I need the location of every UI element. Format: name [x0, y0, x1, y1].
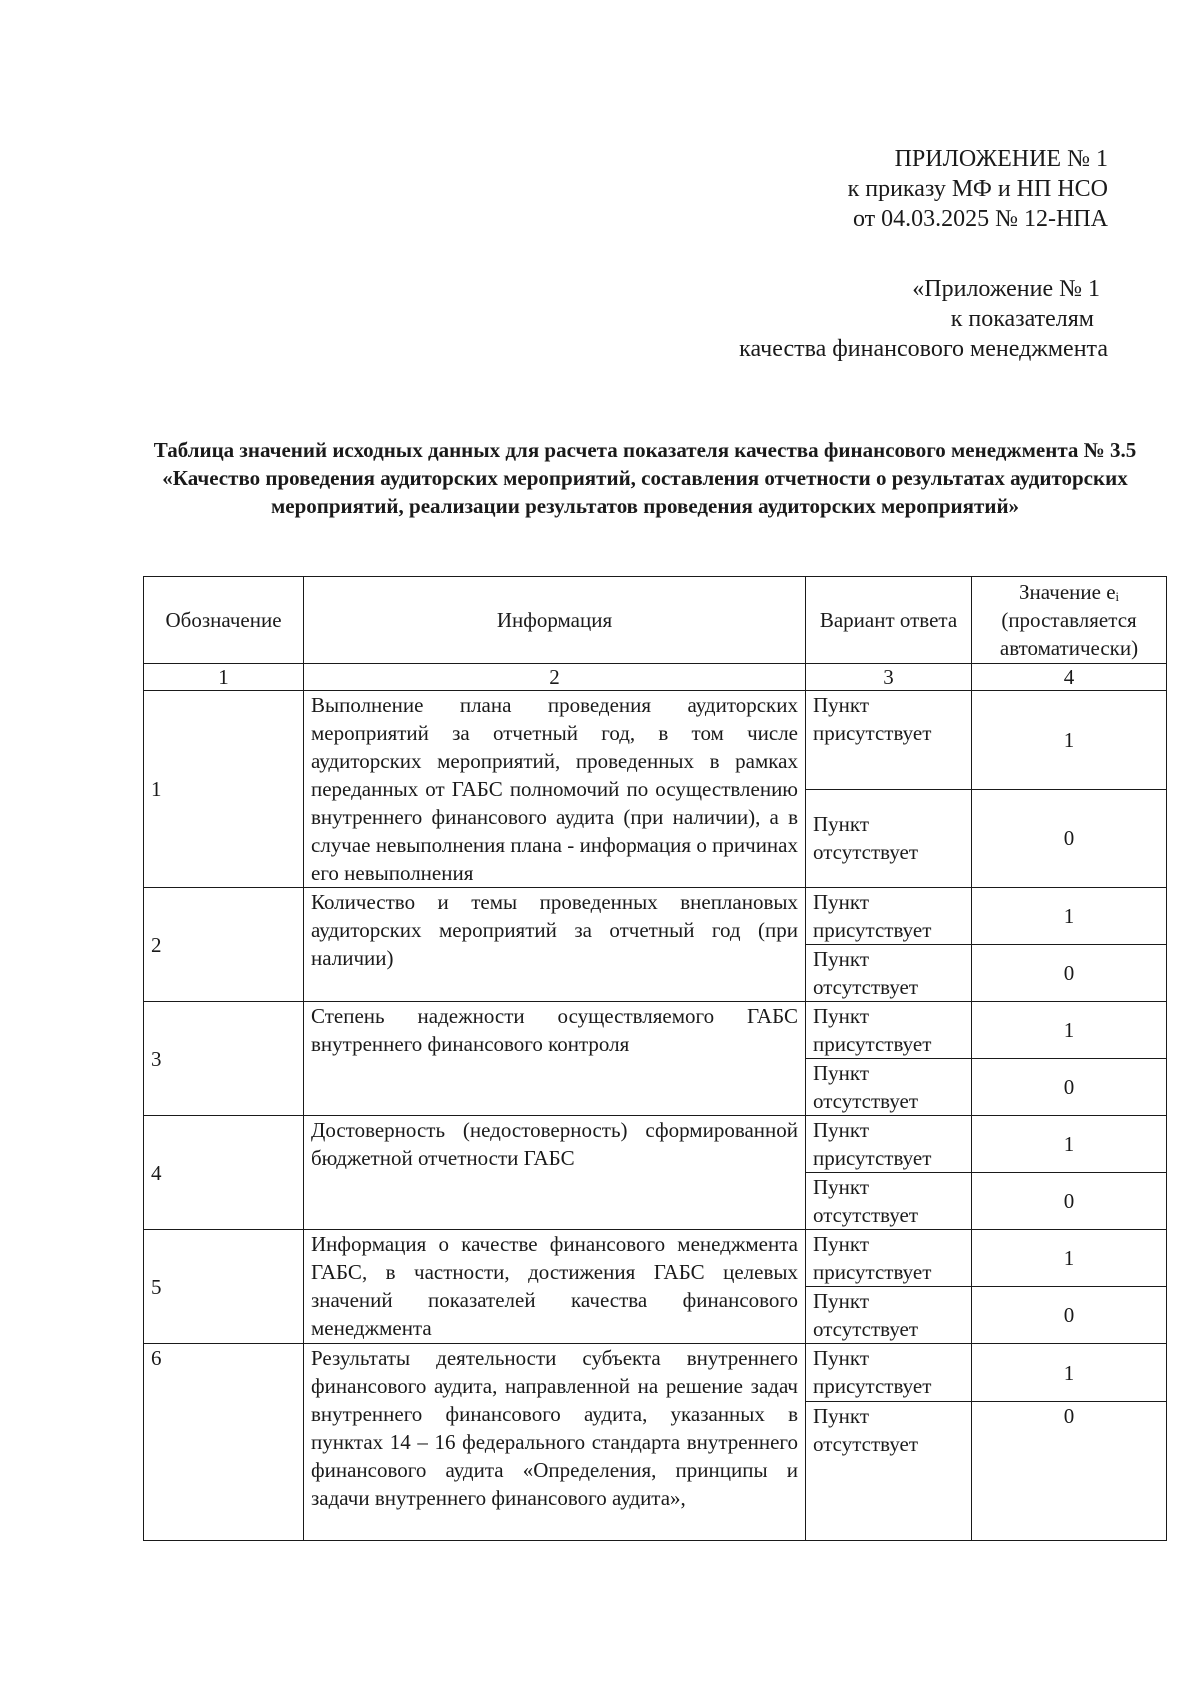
- row-information: Степень надежности осуществляемого ГАБС внутреннего финансового контроля: [304, 1002, 806, 1116]
- answer-absent: Пункт отсутствует: [806, 789, 972, 888]
- value-present: 1: [972, 1344, 1167, 1402]
- appendix-subheader-line-3: качества финансового менеджмента: [739, 336, 1108, 362]
- appendix-header-line-2: к приказу МФ и НП НСО: [847, 176, 1108, 202]
- column-header-designation: Обозначение: [144, 577, 304, 664]
- table-header-row: [144, 577, 1167, 664]
- value-absent: 0: [972, 1059, 1167, 1116]
- value-absent: 0: [972, 1402, 1167, 1541]
- answer-absent: Пункт отсутствует: [806, 1287, 972, 1344]
- source-data-table: [143, 576, 1167, 1541]
- answer-absent: Пункт отсутствует: [806, 1402, 972, 1541]
- value-present: 1: [972, 888, 1167, 945]
- row-designation: 2: [144, 888, 304, 1002]
- table-row: [144, 1002, 1167, 1059]
- answer-present: Пункт присутствует: [806, 888, 972, 945]
- value-absent: 0: [972, 789, 1167, 888]
- table-row: [144, 888, 1167, 945]
- value-present: 1: [972, 1116, 1167, 1173]
- row-information-text: Результаты деятельности субъекта внутреннего финансового аудита, направленной на решение задач внутреннего финансового аудита, указанных в пунктах 14 – 16 федерального стандарта внутреннего финансового аудита «Определения, принципы и задачи внутреннего финансового аудита»,: [311, 1346, 798, 1510]
- value-present: 1: [972, 691, 1167, 790]
- appendix-header-line-1: ПРИЛОЖЕНИЕ № 1: [894, 146, 1108, 172]
- column-header-information: Информация: [304, 577, 806, 664]
- column-number: 4: [972, 664, 1167, 691]
- column-header-answer-option: Вариант ответа: [806, 577, 972, 664]
- column-header-value: Значение eᵢ (проставляется автоматически): [972, 577, 1167, 664]
- answer-present: Пункт присутствует: [806, 1002, 972, 1059]
- column-number: 1: [144, 664, 304, 691]
- answer-present: Пункт присутствует: [806, 1116, 972, 1173]
- appendix-subheader: [739, 274, 1108, 364]
- column-number: 2: [304, 664, 806, 691]
- value-present: 1: [972, 1002, 1167, 1059]
- appendix-subheader-line-2: к показателям: [950, 306, 1094, 332]
- row-designation: 3: [144, 1002, 304, 1116]
- row-designation: 5: [144, 1230, 304, 1344]
- answer-present: Пункт присутствует: [806, 691, 972, 790]
- answer-present: Пункт присутствует: [806, 1230, 972, 1287]
- value-present: 1: [972, 1230, 1167, 1287]
- table-row: [144, 691, 1167, 790]
- appendix-subheader-line-1: «Приложение № 1: [912, 276, 1100, 302]
- column-number-row: [144, 664, 1167, 691]
- value-absent: 0: [972, 945, 1167, 1002]
- table-row: [144, 1230, 1167, 1287]
- row-designation: 4: [144, 1116, 304, 1230]
- row-information: Информация о качестве финансового менеджмента ГАБС, в частности, достижения ГАБС целевых значений показателей качества финансового менеджмента: [304, 1230, 806, 1344]
- answer-absent: Пункт отсутствует: [806, 945, 972, 1002]
- document-title: Таблица значений исходных данных для расчета показателя качества финансового менеджмента № 3.5 «Качество проведения аудиторских мероприятий, составления отчетности о результатах аудиторских мероприятий, реализации результатов проведения аудиторских мероприятий»: [153, 438, 1137, 518]
- table-row: [144, 1116, 1167, 1173]
- answer-absent: Пункт отсутствует: [806, 1173, 972, 1230]
- row-information: Количество и темы проведенных внеплановых аудиторских мероприятий за отчетный год (при наличии): [304, 888, 806, 1002]
- row-designation: 1: [144, 691, 304, 888]
- value-absent: 0: [972, 1287, 1167, 1344]
- answer-present: Пункт присутствует: [806, 1344, 972, 1402]
- appendix-header: [848, 144, 1108, 234]
- row-designation: 6: [144, 1344, 304, 1541]
- value-absent: 0: [972, 1173, 1167, 1230]
- row-information: [304, 1344, 806, 1541]
- row-information: Достоверность (недостоверность) сформированной бюджетной отчетности ГАБС: [304, 1116, 806, 1230]
- appendix-header-line-3: от 04.03.2025 № 12-НПА: [852, 206, 1108, 232]
- table-row: [144, 1344, 1167, 1402]
- column-number: 3: [806, 664, 972, 691]
- row-information: Выполнение плана проведения аудиторских мероприятий за отчетный год, в том числе аудиторских мероприятий, проведенных в рамках переданных от ГАБС полномочий по осуществлению внутреннего финансового аудита (при наличии), а в случае невыполнения плана - информация о причинах его невыполнения: [304, 691, 806, 888]
- answer-absent: Пункт отсутствует: [806, 1059, 972, 1116]
